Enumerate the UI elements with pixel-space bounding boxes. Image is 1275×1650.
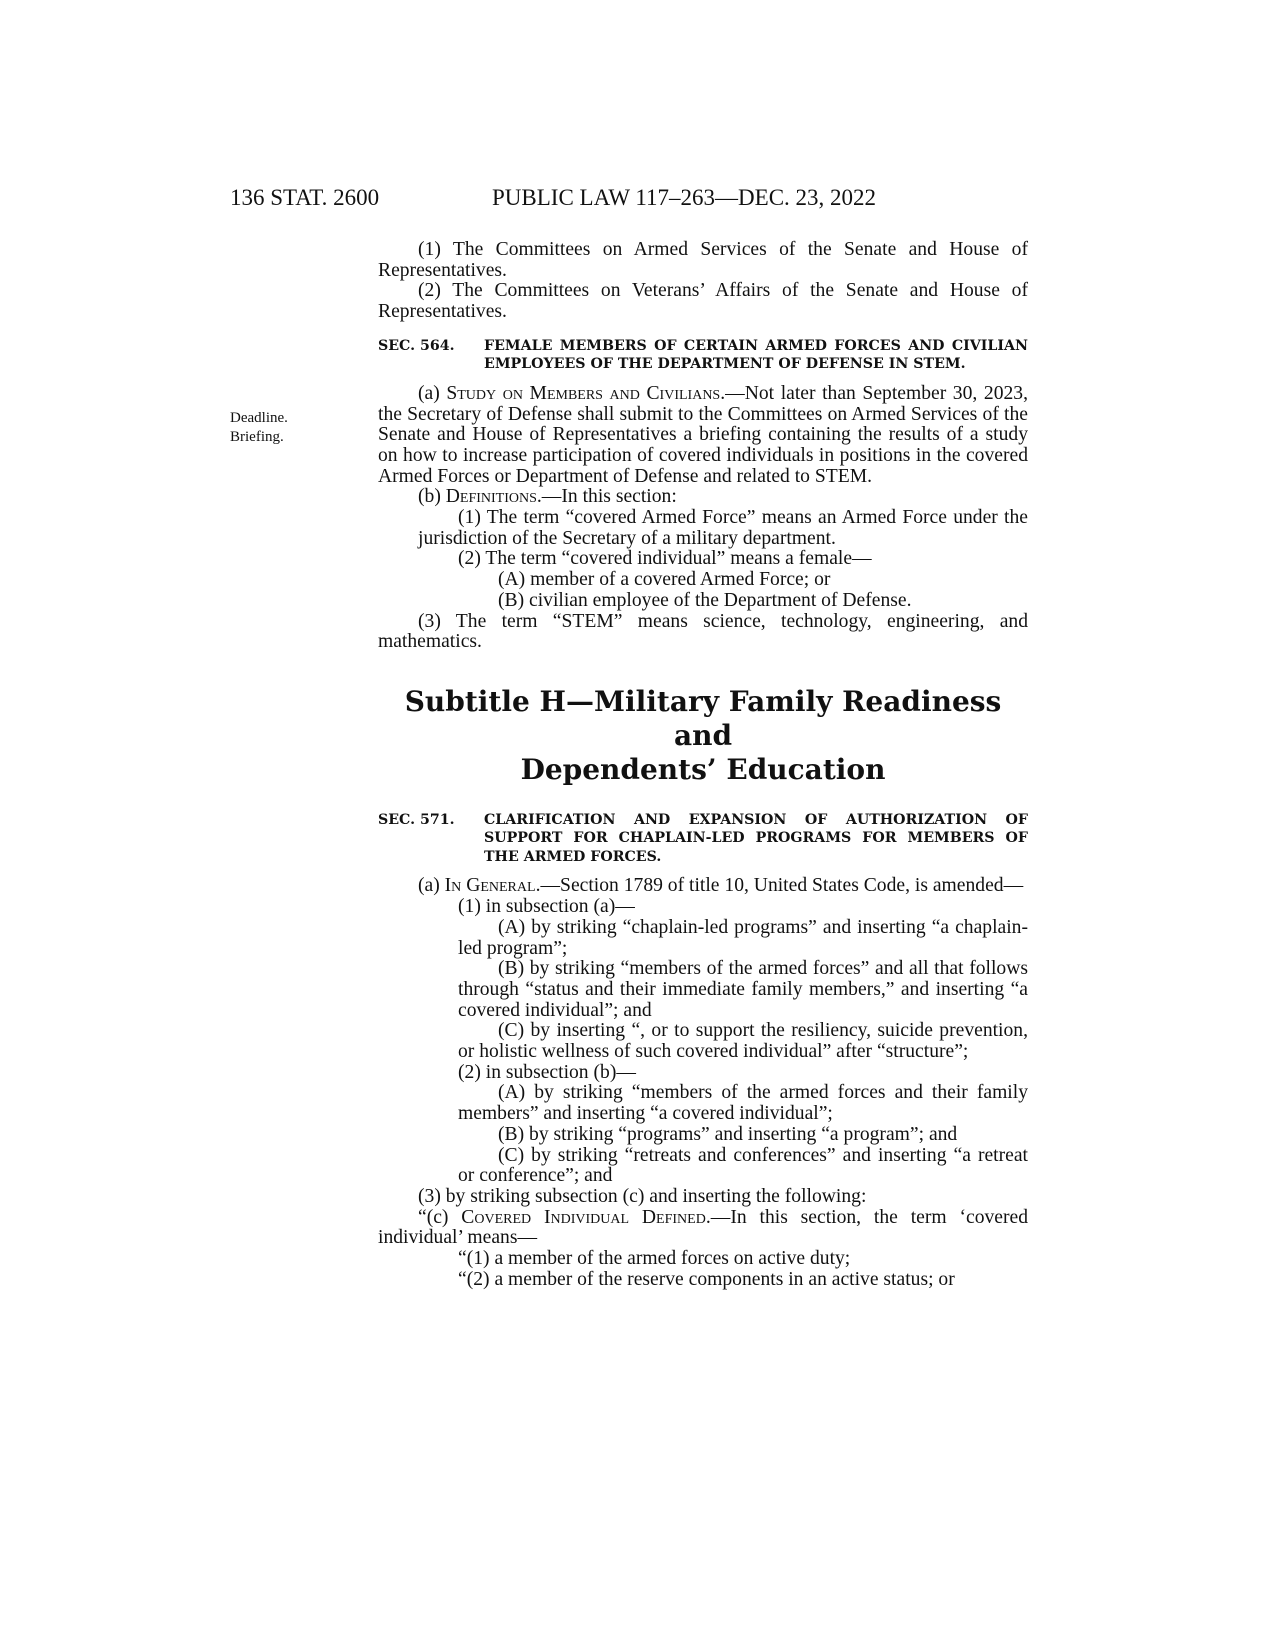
definition-covered-armed-force: (1) The term “covered Armed Force” means an Armed Force under the jurisdiction of the Secretary of a military department.: [418, 507, 1028, 549]
section-564-subsection-b: [378, 487, 1028, 508]
definition-covered-individual: (2) The term “covered individual” means a female—: [458, 548, 872, 570]
section-564-title: FEMALE MEMBERS OF CERTAIN ARMED FORCES AND CIVILIAN EMPLOYEES OF THE DEPARTMENT OF DEFENSE IN STEM.: [484, 337, 1028, 373]
margin-note-deadline: Deadline.: [230, 410, 288, 426]
subtitle-line-1: Subtitle H—Military Family Readiness and: [404, 684, 1002, 752]
amendment-item-2: (2) in subsection (b)—: [458, 1061, 636, 1083]
covered-individual-item-1: “(1) a member of the armed forces on active duty;: [458, 1248, 851, 1270]
subsection-b-prefix: (b): [418, 486, 446, 508]
committee-item-1: (1) The Committees on Armed Services of the Senate and House of Representatives.: [378, 239, 1028, 281]
subsection-b-heading: Definitions: [445, 486, 537, 508]
stat-page-number: 136 STAT. 2600: [230, 185, 380, 210]
subtitle-line-2: Dependents’ Education: [520, 752, 886, 786]
committee-item-2: (2) The Committees on Veterans’ Affairs of the Senate and House of Representatives.: [378, 280, 1028, 323]
section-571-title: CLARIFICATION AND EXPANSION OF AUTHORIZATION OF SUPPORT FOR CHAPLAIN-LED PROGRAMS FOR MEMBERS OF THE ARMED FORCES.: [484, 811, 1028, 865]
section-571-heading: [378, 811, 1028, 867]
amendment-item-2a: (A) by striking “members of the armed forces and their family members” and inserting “a covered individual”;: [458, 1082, 1028, 1125]
amendment-item-1: (1) in subsection (a)—: [458, 896, 635, 918]
definition-stem: (3) The term “STEM” means science, technology, engineering, and mathematics.: [378, 610, 1028, 653]
public-law-citation: PUBLIC LAW 117–263—DEC. 23, 2022: [492, 185, 877, 210]
section-571-subsection-a: [378, 876, 1028, 897]
amendment-item-1a: (A) by striking “chaplain-led programs” and inserting “a chaplain-led program”;: [458, 916, 1028, 959]
amendment-item-3: (3) by striking subsection (c) and inserting the following:: [418, 1186, 867, 1207]
s571-a-prefix: (a): [418, 875, 445, 897]
covered-individual-item-2: “(2) a member of the reserve components in an active status; or: [458, 1268, 955, 1290]
s571-a-heading: In General: [444, 875, 536, 897]
amendment-item-2b: (B) by striking “programs” and inserting “a program”; and: [498, 1123, 958, 1145]
section-564-label: SEC. 564.: [378, 337, 455, 354]
subsection-c-covered-individual: [378, 1208, 1028, 1249]
subtitle-heading: [378, 685, 1028, 787]
subsection-c-text: .—In this section, the term ‘covered individual’ means—: [378, 1206, 1029, 1249]
definition-item-b: (B) civilian employee of the Department of Defense.: [498, 589, 912, 611]
subsection-a-heading: Study on Members and Civilians: [446, 382, 721, 404]
page-header: [230, 178, 1030, 218]
amendment-item-1b: (B) by striking “members of the armed forces” and all that follows through “status and their immediate family members,” and inserting “a covered individual”; and: [458, 958, 1028, 1021]
amendment-item-1c: (C) by inserting “, or to support the resiliency, suicide prevention, or holistic wellness of such covered individual” after “structure”;: [458, 1020, 1028, 1063]
section-564-heading: [378, 337, 1028, 374]
margin-note-briefing: Briefing.: [230, 429, 284, 445]
main-text-column: [378, 240, 1028, 1291]
definition-item-a: (A) member of a covered Armed Force; or: [498, 569, 831, 591]
section-571-label: SEC. 571.: [378, 811, 455, 828]
amendment-item-2c: (C) by striking “retreats and conferences” and inserting “a retreat or conference”; and: [458, 1144, 1028, 1187]
s571-a-text: .—Section 1789 of title 10, United States Code, is amended—: [535, 875, 1024, 897]
margin-notes: [230, 409, 288, 447]
subsection-a-prefix: (a): [418, 382, 447, 404]
subsection-c-heading: Covered Individual Defined: [461, 1206, 706, 1228]
section-564-subsection-a: [378, 384, 1028, 488]
subsection-a-text: .—Not later than September 30, 2023, the Secretary of Defense shall submit to the Committees on Armed Services of the Senate and House of Representatives a briefing containing the results of a study on how to increase participation of covered individuals in positions in the covered Armed Forces or Department of Defense and related to STEM.: [378, 382, 1028, 487]
subsection-c-prefix: “(c): [418, 1206, 462, 1228]
subsection-b-text: .—In this section:: [536, 486, 677, 508]
